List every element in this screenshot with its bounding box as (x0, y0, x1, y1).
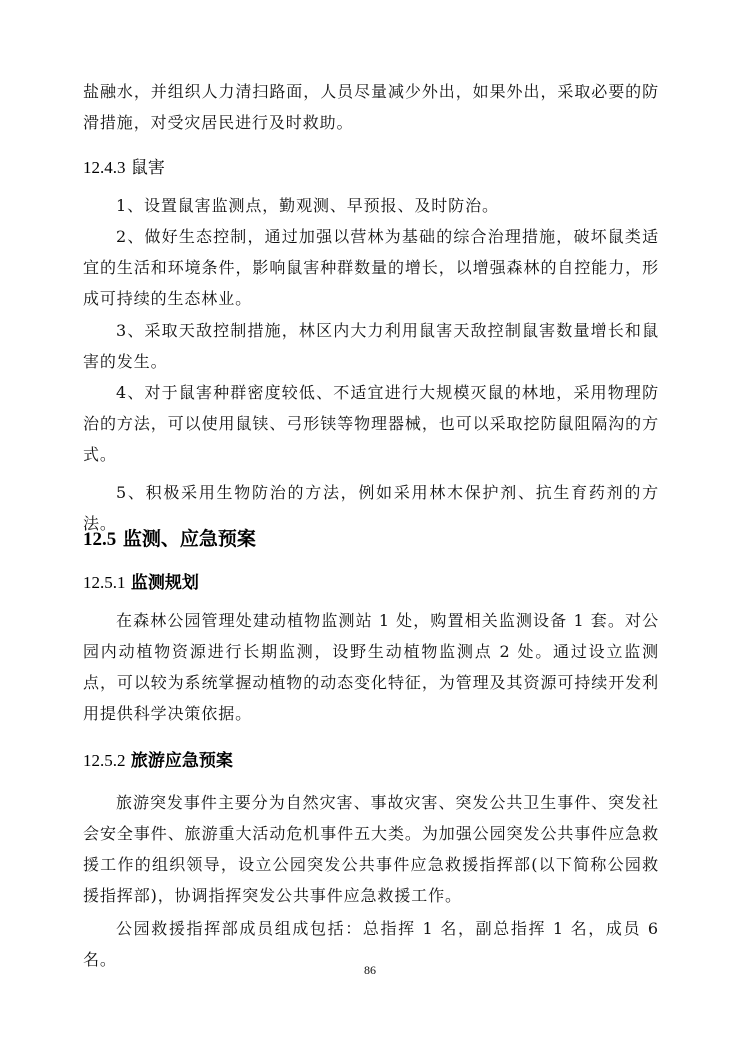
heading-number: 12.5.2 (83, 751, 126, 770)
paragraph-rat-4: 4、对于鼠害种群密度较低、不适宜进行大规模灭鼠的林地，采用物理防治的方法，可以使用鼠铗、弓形铗等物理器械，也可以采取挖防鼠阻隔沟的方式。 (83, 383, 659, 464)
heading-number: 12.4.3 (83, 158, 126, 177)
paragraph-rat-2: 2、做好生态控制，通过加强以营林为基础的综合治理措施，破坏鼠类适宜的生活和环境条件，影响鼠害种群数量的增长，以增强森林的自控能力，形成可持续的生态林业。 (83, 227, 659, 308)
paragraph-rat-5: 5、积极采用生物防治的方法，例如采用林木保护剂、抗生育药剂的方法。 (83, 483, 659, 533)
heading-12-5-1 (83, 568, 199, 593)
paragraph-intro: 盐融水，并组织人力清扫路面，人员尽量减少外出，如果外出，采取必要的防滑措施，对受灾居民进行及时救助。 (83, 82, 659, 132)
heading-title: 旅游应急预案 (130, 751, 233, 771)
paragraph-emergency-2: 公园救援指挥部成员组成包括：总指挥 1 名，副总指挥 1 名，成员 6 名。 (83, 919, 659, 969)
heading-title: 鼠害 (130, 158, 165, 178)
paragraph-emergency-1: 旅游突发事件主要分为自然灾害、事故灾害、突发公共卫生事件、突发社会安全事件、旅游重大活动危机事件五大类。为加强公园突发公共事件应急救援工作的组织领导，设立公园突发公共事件应急救援指挥部(以下简称公园救援指挥部)，协调指挥突发公共事件应急救援工作。 (83, 793, 659, 905)
heading-12-4-3 (83, 153, 165, 178)
heading-number: 12.5 (83, 529, 117, 550)
heading-12-5 (83, 524, 256, 551)
heading-title: 监测、应急预案 (122, 528, 256, 550)
paragraph-monitoring: 在森林公园管理处建动植物监测站 1 处，购置相关监测设备 1 套。对公园内动植物资源进行长期监测，设野生动植物监测点 2 处。通过设立监测点，可以较为系统掌握动植物的动态变化特征，为管理及其资源可持续开发利用提供科学决策依据。 (83, 611, 659, 723)
paragraph-rat-1: 1、设置鼠害监测点，勤观测、早预报、及时防治。 (116, 196, 499, 215)
heading-12-5-2 (83, 746, 233, 771)
heading-number: 12.5.1 (83, 573, 126, 592)
heading-title: 监测规划 (130, 573, 199, 593)
paragraph-rat-3: 3、采取天敌控制措施，林区内大力利用鼠害天敌控制鼠害数量增长和鼠害的发生。 (83, 321, 659, 371)
page-number: 86 (364, 963, 376, 977)
